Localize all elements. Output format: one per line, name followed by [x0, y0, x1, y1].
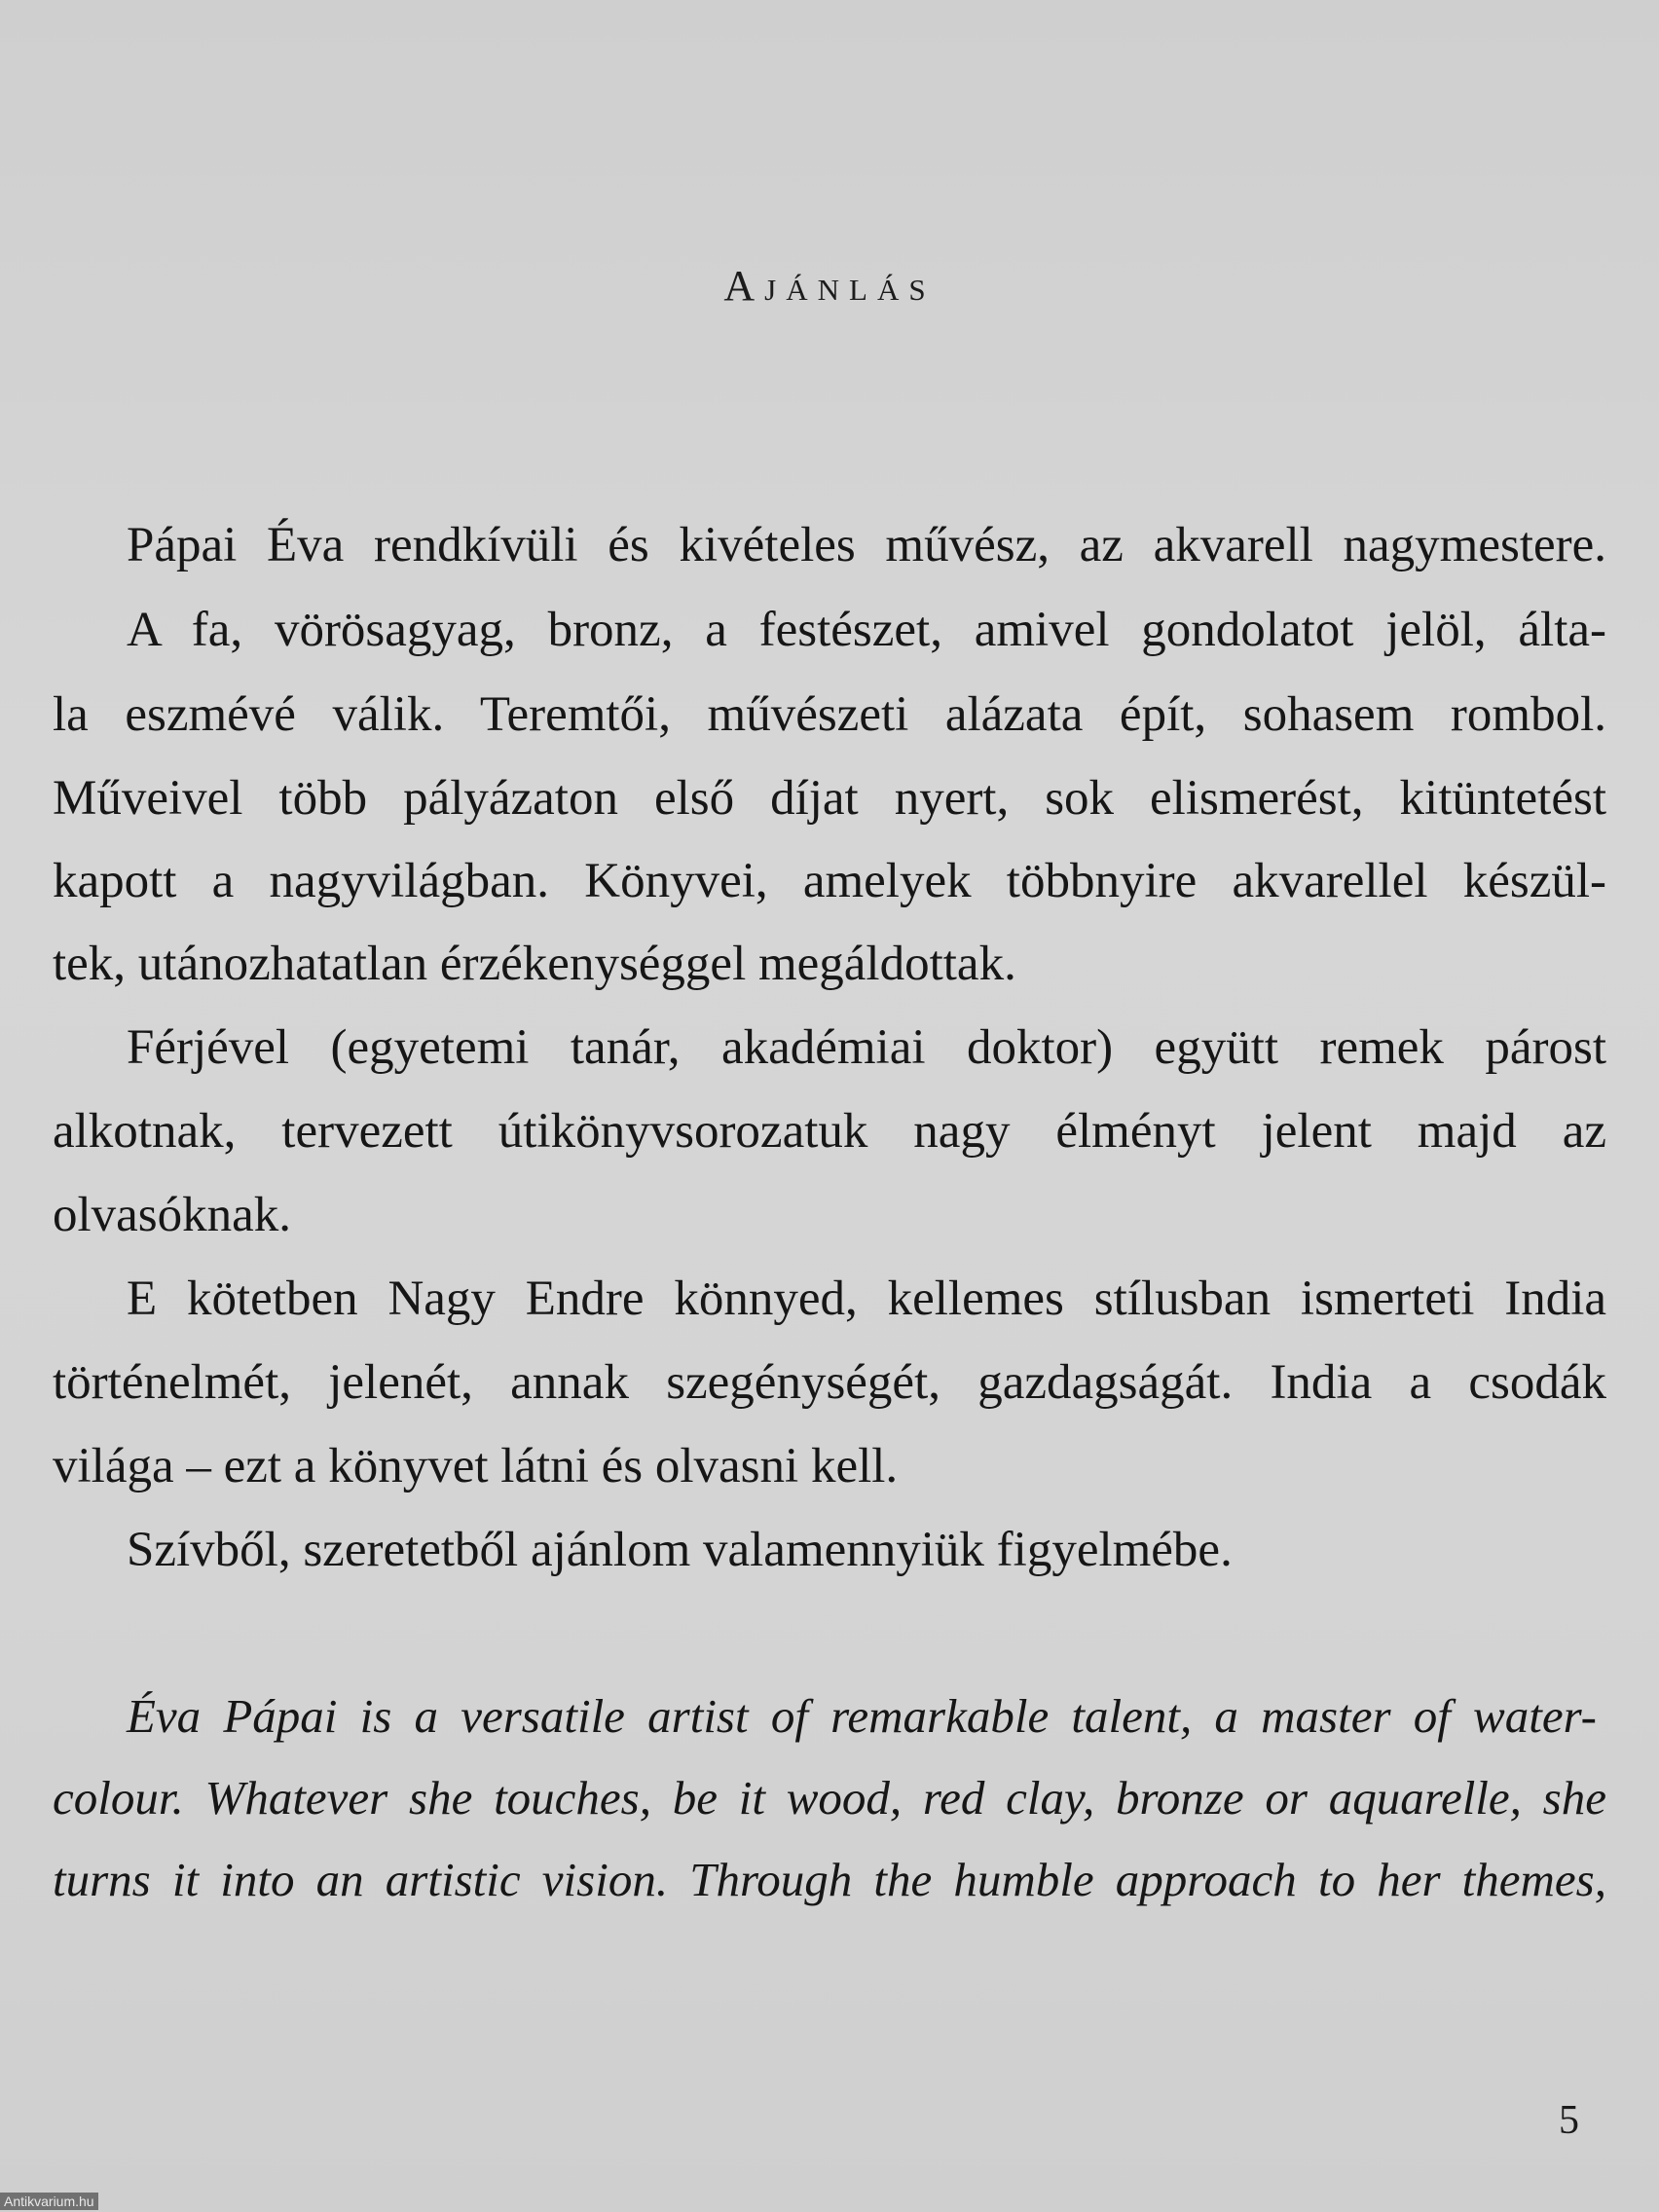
- paragraph-line: Szívből, szeretetből ajánlom valamennyiük figyelmébe.: [127, 1523, 1233, 1577]
- paragraph-line: E kötetben Nagy Endre könnyed, kellemes stílusban ismerteti India: [127, 1272, 1606, 1326]
- paragraph-line: Férjével (egyetemi tanár, akadémiai doktor) együtt remek párost: [127, 1020, 1606, 1075]
- paragraph-line: Műveivel több pályázaton első díjat nyert, sok elismerést, kitüntetést: [53, 771, 1606, 826]
- paragraph-line: A fa, vörösagyag, bronz, a festészet, amivel gondolatot jelöl, álta-: [127, 603, 1606, 657]
- paragraph-line: Pápai Éva rendkívüli és kivételes művész, az akvarell nagymestere.: [127, 518, 1606, 572]
- english-paragraph-line: colour. Whatever she touches, be it wood, red clay, bronze or aquarelle, she: [53, 1771, 1606, 1825]
- paragraph-line: tek, utánozhatatlan érzékenységgel megáldottak.: [53, 937, 1016, 991]
- page-number: 5: [1559, 2098, 1579, 2143]
- watermark: Antikvarium.hu: [0, 2193, 98, 2210]
- paragraph-line: kapott a nagyvilágban. Könyvei, amelyek többnyire akvarellel készül-: [53, 854, 1606, 908]
- english-paragraph-line: Éva Pápai is a versatile artist of remarkable talent, a master of water-: [127, 1689, 1597, 1743]
- paragraph-line: olvasóknak.: [53, 1188, 292, 1242]
- paragraph-line: történelmét, jelenét, annak szegénységét, gazdagságát. India a csodák: [53, 1355, 1606, 1410]
- page-heading: Ajánlás: [723, 262, 936, 310]
- paragraph-line: alkotnak, tervezett útikönyvsorozatuk nagy élményt jelent majd az: [53, 1104, 1606, 1159]
- english-paragraph-line: turns it into an artistic vision. Through the humble approach to her themes,: [53, 1853, 1606, 1906]
- paragraph-line: la eszmévé válik. Teremtői, művészeti alázata épít, sohasem rombol.: [53, 687, 1606, 742]
- paragraph-line: világa – ezt a könyvet látni és olvasni kell.: [53, 1439, 899, 1493]
